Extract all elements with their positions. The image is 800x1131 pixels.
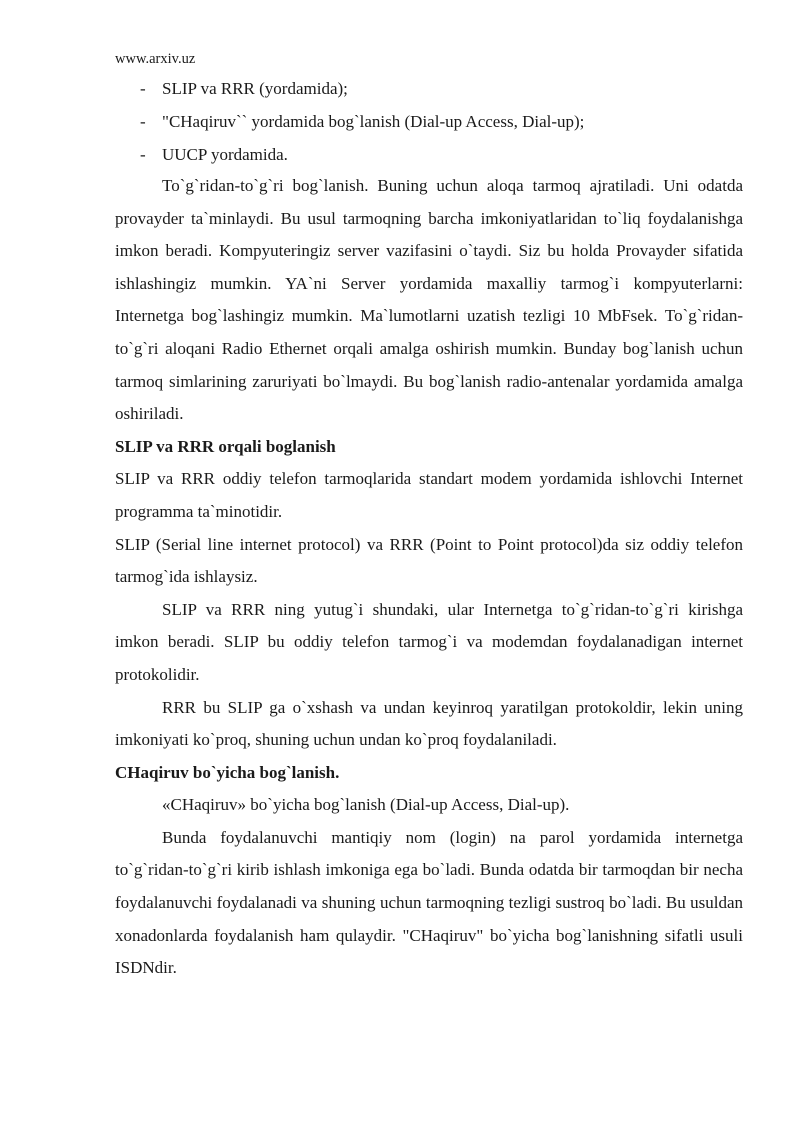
list-item-text: SLIP va RRR (yordamida); (162, 79, 348, 98)
site-header: www.arxiv.uz (115, 51, 196, 67)
paragraph-direct-connection: To`g`ridan-to`g`ri bog`lanish. Buning uchun aloqa tarmoq ajratiladi. Uni odatda provayder ta`minlaydi. Bu usul tarmoqning barcha imkoniyatlaridan to`liq foydalanishga imkon beradi. Kompyuteringiz server vazifasini o`taydi. Siz bu holda Provayder sifatida ishlashingiz mumkin. YA`ni Server yordamida maxalliy tarmog`i kompyuterlarni: Internetga bog`lashingiz mumkin. Ma`lumotlarni uzatish tezligi 10 MbFsek. To`g`ridan-to`g`ri aloqani Radio Ethernet orqali amalga oshirish mumkin. Bunday bog`lanish uchun tarmoq simlarining zaruriyati bo`lmaydi. Bu bog`lanish radio-antenalar yordamida amalga oshiriladi. (115, 176, 743, 424)
list-marker: - (140, 145, 146, 164)
paragraph-dial-up-title: «CHaqiruv» bo`yicha bog`lanish (Dial-up Access, Dial-up). (162, 795, 570, 815)
list-marker: - (140, 112, 146, 131)
list-item (115, 105, 743, 138)
list-item-text: "CHaqiruv`` yordamida bog`lanish (Dial-up Access, Dial-up); (162, 112, 585, 131)
list-item (115, 138, 743, 171)
paragraph-slip-rrr-protocols: SLIP (Serial line internet protocol) va RRR (Point to Point protocol)da siz oddiy telefon tarmog`ida ishlaysiz. (115, 534, 743, 587)
paragraph-rrr-description: RRR bu SLIP ga o`xshash va undan keyinroq yaratilgan protokoldir, lekin uning imkoniyati ko`proq, shuning uchun undan ko`proq foydalaniladi. (115, 697, 743, 750)
list-item-text: UUCP yordamida. (162, 145, 288, 164)
bullet-list (115, 72, 743, 171)
heading-dial-up: CHaqiruv bo`yicha bog`lanish. (115, 762, 340, 782)
paragraph-slip-rrr-intro: SLIP va RRR oddiy telefon tarmoqlarida standart modem yordamida ishlovchi Internet programma ta`minotidir. (115, 469, 743, 521)
paragraph-dial-up-description: Bunda foydalanuvchi mantiqiy nom (login) na parol yordamida internetga to`g`ridan-to`g`ri kirib ishlash imkoniga ega bo`ladi. Bunda odatda bir tarmoqdan bir necha foydalanuvchi foydalanadi va shuning uchun tarmoqning tezligi sustroq bo`ladi. Bu usuldan xonadonlarda foydalanish ham qulaydir. "CHaqiruv" bo`yicha bog`lanishning sifatli usuli ISDNdir. (115, 827, 743, 978)
paragraph-slip-advantage: SLIP va RRR ning yutug`i shundaki, ular Internetga to`g`ridan-to`g`ri kirishga imkon beradi. SLIP bu oddiy telefon tarmog`i va modemdan foydalanadigan internet protokolidir. (115, 599, 743, 684)
document-body (115, 170, 743, 985)
list-item (115, 72, 743, 105)
list-marker: - (140, 79, 146, 98)
heading-slip-rrr: SLIP va RRR orqali boglanish (115, 436, 336, 456)
